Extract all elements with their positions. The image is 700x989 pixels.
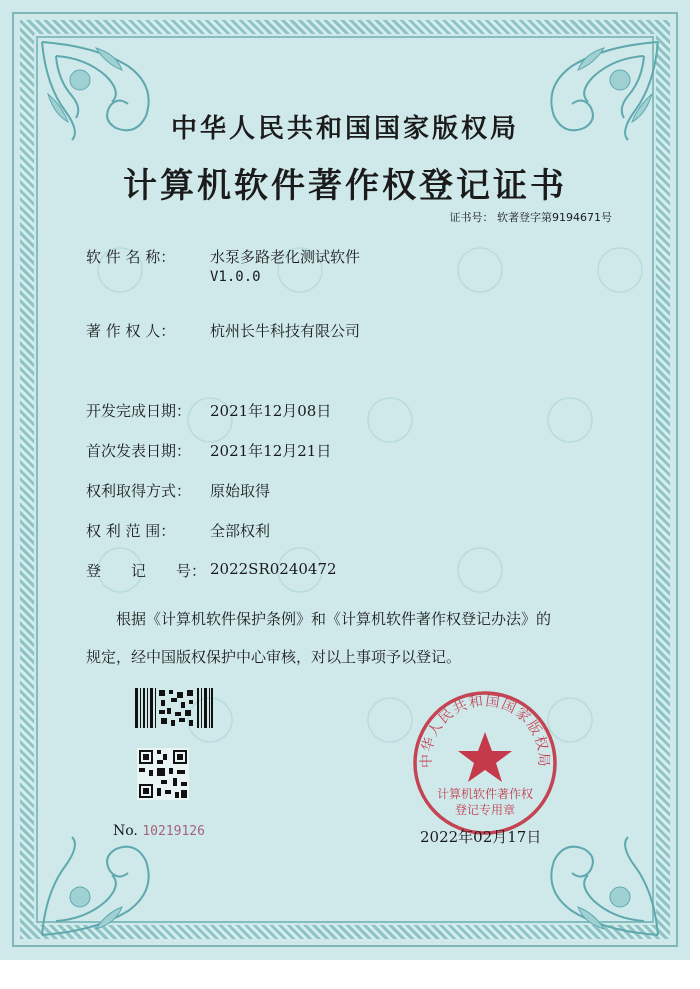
issue-date: 2022年02月17日 <box>420 828 542 846</box>
official-seal <box>410 688 560 838</box>
first-publication-date-value: 2021年12月21日 <box>210 442 332 460</box>
field-label: 软 件 名 称： <box>86 248 176 266</box>
serial-number-value: 10219126 <box>142 824 205 839</box>
seal-outer-text-path: 中华人民共和国国家版权局 <box>418 693 552 769</box>
certificate-title: 计算机软件著作权登记证书 <box>123 166 567 206</box>
qr-code <box>137 748 189 800</box>
completion-date-value: 2021年12月08日 <box>210 402 332 420</box>
software-name-value: 水泵多路老化测试软件 <box>210 248 361 266</box>
certificate-number <box>450 209 613 225</box>
field-label: 著 作 权 人： <box>86 322 176 340</box>
corner-ornament-bottom-left <box>36 831 166 941</box>
scope-of-rights-value: 全部权利 <box>210 522 271 540</box>
statement-line-1: 根据《计算机软件保护条例》和《计算机软件著作权登记办法》的 <box>116 610 552 628</box>
field-first-publication-date <box>86 440 331 461</box>
field-label: 权 利 范 围： <box>86 522 176 540</box>
field-scope-of-rights <box>86 520 270 541</box>
seal-star-icon <box>458 732 512 782</box>
field-label: 首次发表日期： <box>86 442 192 460</box>
field-completion-date <box>86 400 331 421</box>
serial-number <box>113 823 205 839</box>
statement <box>86 600 626 676</box>
field-registration-number <box>86 560 337 581</box>
seal-inner-line-1: 计算机软件著作权 <box>436 787 534 801</box>
copyright-holder-value: 杭州长牛科技有限公司 <box>210 322 361 340</box>
seal-inner-line-2: 登记专用章 <box>454 803 516 817</box>
serial-prefix: No. <box>113 823 138 839</box>
barcode <box>135 688 213 728</box>
registration-number-value: 2022SR0240472 <box>210 560 337 578</box>
field-label: 登 记 号： <box>86 562 207 580</box>
field-acquisition-method <box>86 480 270 501</box>
acquisition-method-value: 原始取得 <box>210 482 271 500</box>
certificate-number-value: 软著登字第9194671号 <box>497 211 612 224</box>
software-version-value: V1.0.0 <box>210 269 261 285</box>
field-label: 开发完成日期： <box>86 402 192 420</box>
issuing-authority: 中华人民共和国国家版权局 <box>170 114 519 144</box>
statement-line-2: 规定，经中国版权保护中心审核，对以上事项予以登记。 <box>86 648 462 666</box>
field-copyright-holder <box>86 320 360 341</box>
field-label: 权利取得方式： <box>86 482 192 500</box>
certificate-number-label: 证书号： <box>449 211 494 224</box>
field-software-name <box>86 246 360 285</box>
corner-ornament-bottom-right <box>534 831 664 941</box>
